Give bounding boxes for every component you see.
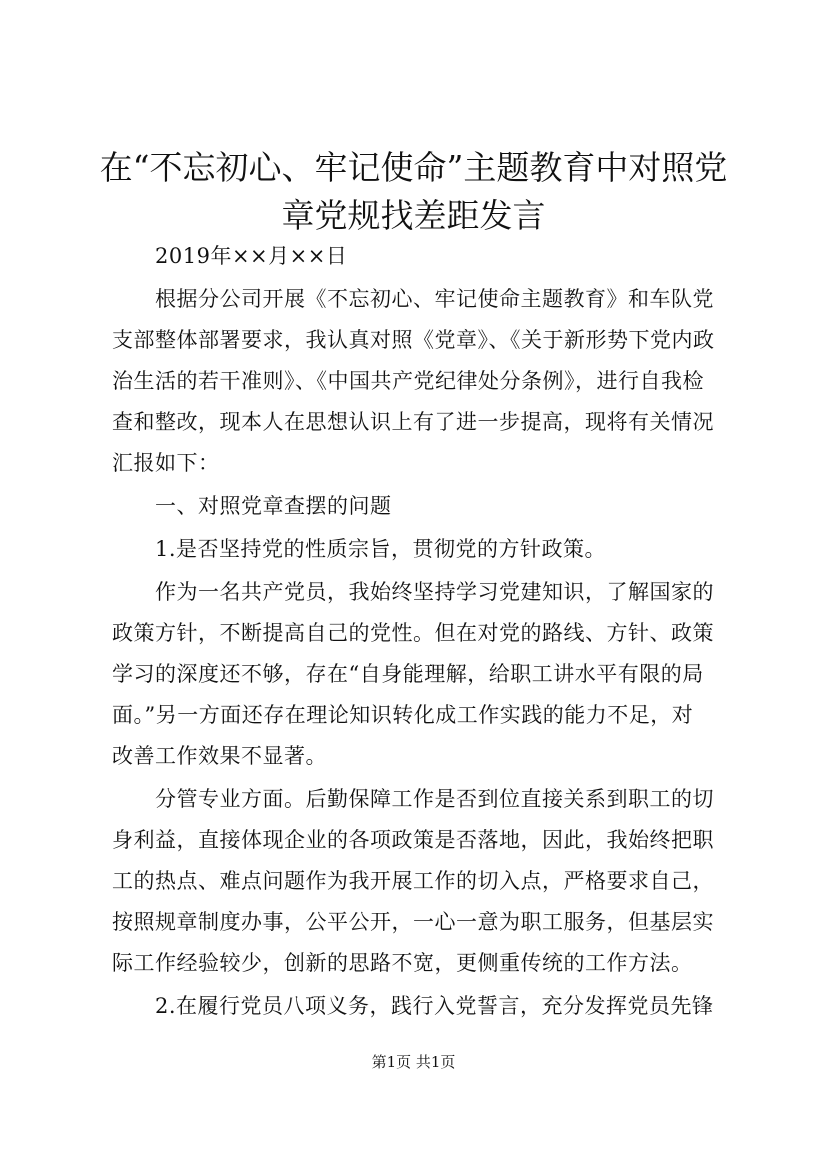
- paragraph-line: 根据分公司开展《不忘初心、牢记使命主题教育》和车队党: [155, 287, 714, 311]
- paragraph-line: 汇报如下：: [112, 451, 220, 475]
- paragraph-line: 分管专业方面。后勤保障工作是否到位直接关系到职工的切: [155, 787, 714, 811]
- document-title-line-2: 章党规找差距发言: [281, 196, 546, 235]
- page-footer: 第1页 共1页: [371, 1053, 456, 1071]
- paragraph-line: 面。”另一方面还存在理论知识转化成工作实践的能力不足，对: [112, 703, 694, 727]
- paragraph-line: 改善工作效果不显著。: [112, 744, 327, 768]
- paragraph-line: 作为一名共产党员，我始终坚持学习党建知识，了解国家的: [155, 580, 714, 604]
- subsection-heading: 2.在履行党员八项义务，践行入党誓言，充分发挥党员先锋: [155, 994, 714, 1018]
- paragraph-line: 政策方针，不断提高自己的党性。但在对党的路线、方针、政策: [112, 621, 714, 645]
- document-title-line-1: 在“不忘初心、牢记使命”主题教育中对照党: [99, 148, 728, 187]
- paragraph-line: 际工作经验较少，创新的思路不宽，更侧重传统的工作方法。: [112, 951, 693, 975]
- paragraph-line: 查和整改，现本人在思想认识上有了进一步提高，现将有关情况: [112, 410, 714, 434]
- paragraph-line: 工的热点、难点问题作为我开展工作的切入点，严格要求自己，: [112, 869, 714, 893]
- paragraph-line: 学习的深度还不够，存在“自身能理解，给职工讲水平有限的局: [112, 662, 704, 686]
- paragraph-line: 身利益，直接体现企业的各项政策是否落地，因此，我始终把职: [112, 828, 714, 852]
- document-date: 2019年××月××日: [155, 244, 348, 268]
- subsection-heading: 1.是否坚持党的性质宗旨，贯彻党的方针政策。: [155, 537, 607, 561]
- paragraph-line: 支部整体部署要求，我认真对照《党章》、《关于新形势下党内政: [112, 328, 715, 352]
- paragraph-line: 治生活的若干准则》、《中国共产党纪律处分条例》，进行自我检: [112, 369, 704, 393]
- section-heading: 一、对照党章查摆的问题: [155, 494, 392, 518]
- paragraph-line: 按照规章制度办事，公平公开，一心一意为职工服务，但基层实: [112, 910, 714, 934]
